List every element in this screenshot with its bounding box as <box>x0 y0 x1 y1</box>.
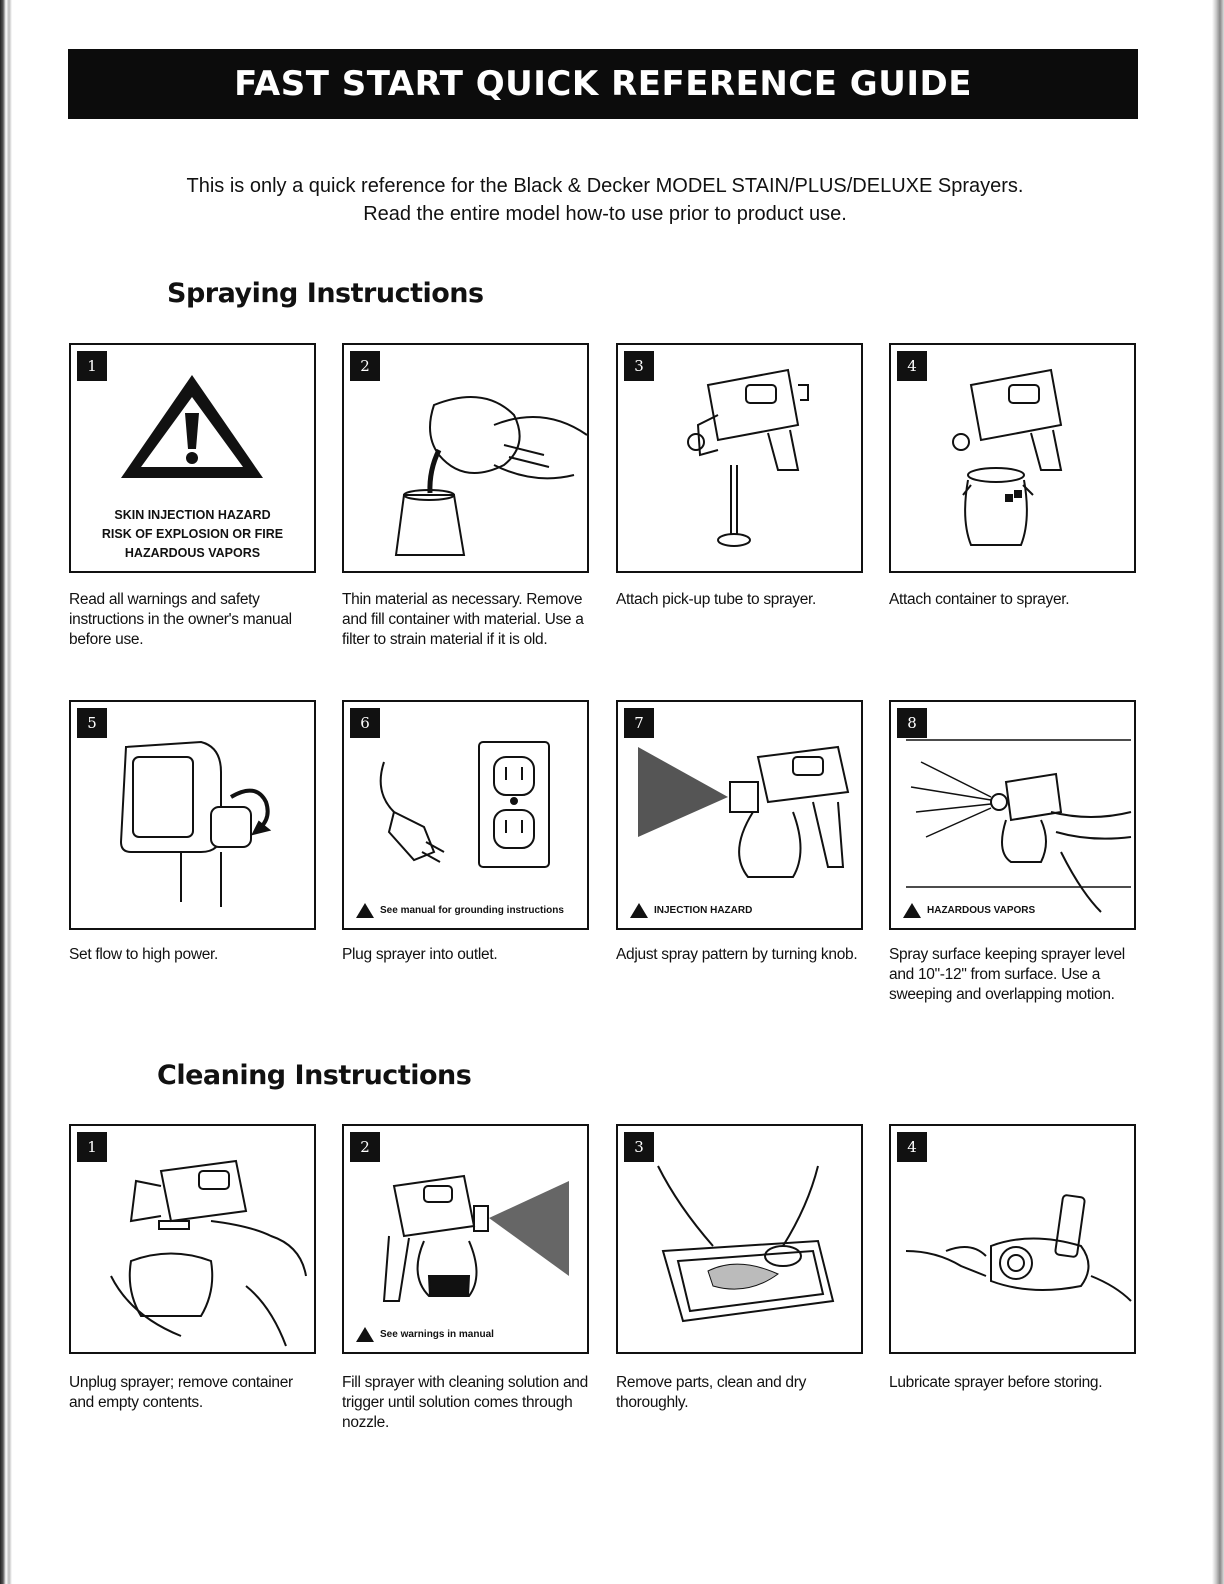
clean-step-3-panel <box>616 1124 863 1354</box>
attach-container-icon <box>891 345 1134 571</box>
spray-step-8-panel <box>889 700 1136 930</box>
step-number: 4 <box>897 1132 927 1162</box>
clean-step-4-caption: Lubricate sprayer before storing. <box>889 1374 1103 1391</box>
guide-title: FAST START QUICK REFERENCE GUIDE <box>234 64 972 104</box>
intro-line-2: Read the entire model how-to use prior to product use. <box>363 203 847 225</box>
step-number: 2 <box>350 351 380 381</box>
spray-step-1-panel <box>69 343 316 573</box>
intro-text <box>100 172 1110 228</box>
warning-triangle-icon <box>356 1327 374 1342</box>
clean-step-1-caption: Unplug sprayer; remove container and empty contents. <box>69 1374 293 1411</box>
warning-text <box>71 506 314 563</box>
grounding-warning <box>356 903 564 918</box>
lubricate-icon <box>891 1126 1134 1352</box>
warning-text: See manual for grounding instructions <box>380 905 564 916</box>
spray-step-7-panel <box>616 700 863 930</box>
warning-line: HAZARDOUS VAPORS <box>124 546 261 560</box>
step-number: 1 <box>77 351 107 381</box>
spray-pattern-icon <box>618 702 861 928</box>
clean-step-2-caption: Fill sprayer with cleaning solution and trigger until solution comes through nozzle. <box>342 1374 588 1431</box>
clean-step-1-panel <box>69 1124 316 1354</box>
clean-step-3-caption: Remove parts, clean and dry thoroughly. <box>616 1374 807 1411</box>
warning-text: See warnings in manual <box>380 1329 494 1340</box>
spray-step-4-panel <box>889 343 1136 573</box>
step-number: 7 <box>624 708 654 738</box>
spray-step-4-caption: Attach container to sprayer. <box>889 591 1070 608</box>
step-number: 8 <box>897 708 927 738</box>
spray-step-1-caption: Read all warnings and safety instructions in the owner's manual before use. <box>69 591 292 648</box>
warning-line: RISK OF EXPLOSION OR FIRE <box>101 527 284 541</box>
spray-step-5-panel <box>69 700 316 930</box>
spray-step-8-caption: Spray surface keeping sprayer level and 10"-12" from surface. Use a sweeping and overlapping motion. <box>889 946 1125 1003</box>
spray-step-2-caption: Thin material as necessary. Remove and fill container with material. Use a filter to strain material if it is old. <box>342 591 584 648</box>
warning-triangle-icon <box>903 903 921 918</box>
spray-step-6-panel <box>342 700 589 930</box>
warning-text: HAZARDOUS VAPORS <box>927 905 1036 916</box>
guide-title-banner <box>68 49 1138 119</box>
step-number: 3 <box>624 1132 654 1162</box>
flow-knob-icon <box>71 702 314 928</box>
step-number: 4 <box>897 351 927 381</box>
scan-edge-right <box>1212 0 1224 1584</box>
warning-line: SKIN INJECTION HAZARD <box>114 508 271 522</box>
vapors-warning <box>903 903 1035 918</box>
spray-step-3-caption: Attach pick-up tube to sprayer. <box>616 591 817 608</box>
spraying-section-title: Spraying Instructions <box>167 278 484 309</box>
warning-triangle-icon <box>356 903 374 918</box>
pour-material-icon <box>344 345 587 571</box>
warning-triangle-icon <box>630 903 648 918</box>
clean-step-2-panel <box>342 1124 589 1354</box>
step-number: 2 <box>350 1132 380 1162</box>
step-number: 5 <box>77 708 107 738</box>
spray-surface-icon <box>891 702 1134 928</box>
spray-step-2-panel <box>342 343 589 573</box>
plug-outlet-icon <box>344 702 587 928</box>
step-number: 1 <box>77 1132 107 1162</box>
clean-step-4-panel <box>889 1124 1136 1354</box>
step-number: 3 <box>624 351 654 381</box>
spray-step-7-caption: Adjust spray pattern by turning knob. <box>616 946 858 963</box>
remove-container-icon <box>71 1126 314 1352</box>
scan-edge-left <box>0 0 18 1584</box>
intro-line-1: This is only a quick reference for the Black & Decker MODEL STAIN/PLUS/DELUXE Sprayers. <box>186 175 1024 197</box>
step-number: 6 <box>350 708 380 738</box>
injection-warning <box>630 903 752 918</box>
wash-parts-icon <box>618 1126 861 1352</box>
spray-step-5-caption: Set flow to high power. <box>69 946 219 963</box>
cleaning-section-title: Cleaning Instructions <box>157 1060 472 1091</box>
trigger-cleaning-icon <box>344 1126 587 1352</box>
cleaning-warning <box>356 1327 494 1342</box>
spray-step-3-panel <box>616 343 863 573</box>
spray-step-6-caption: Plug sprayer into outlet. <box>342 946 498 963</box>
pickup-tube-icon <box>618 345 861 571</box>
warning-text: INJECTION HAZARD <box>654 905 753 916</box>
